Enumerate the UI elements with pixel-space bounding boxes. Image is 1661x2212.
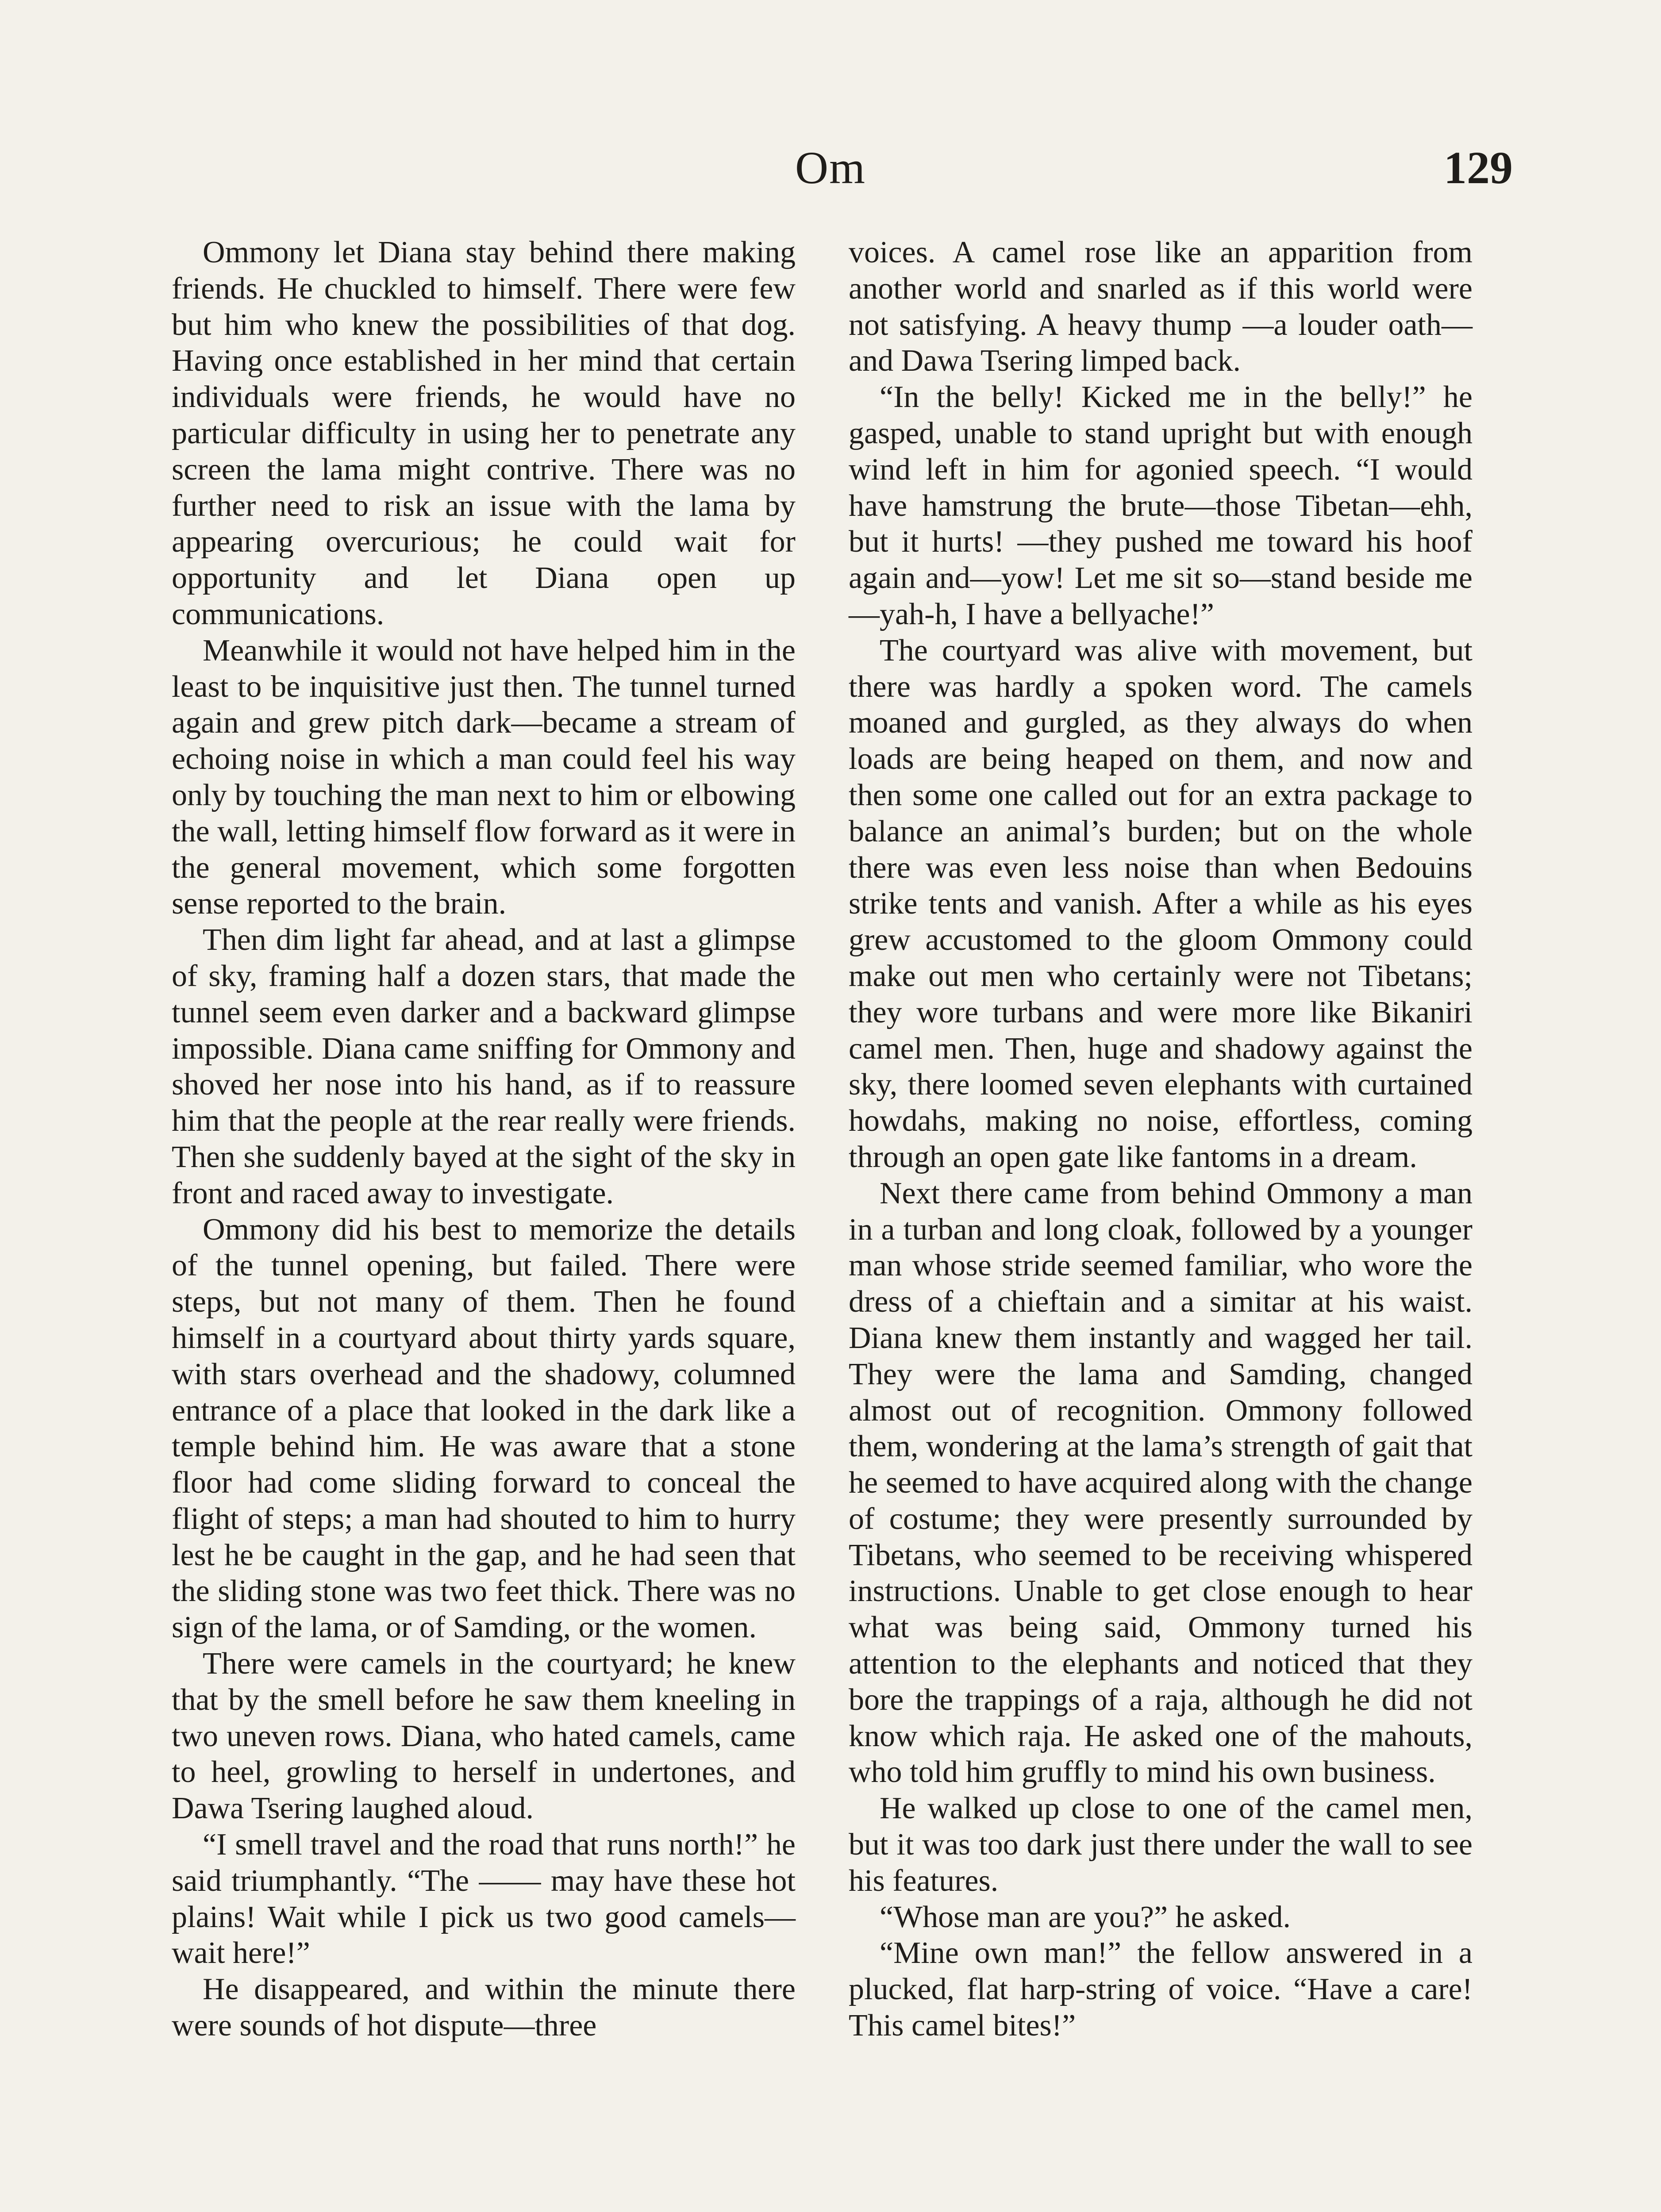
paragraph: “Mine own man!” the fellow answered in a plucked, flat harp-string of voice. “Have a care! This camel bites!” — [849, 1936, 1473, 2043]
paragraph: The courtyard was alive with movement, but there was hardly a spoken word. The camels moaned and gurgled, as they always do when loads are being heaped on them, and now and then some one called out for an extra package to balance an animal’s burden; but on the whole there was even less noise than when Bedouins strike tents and vanish. After a while as his eyes grew accustomed to the gloom Ommony could make out men who certainly were not Tibetans; they wore turbans and were more like Bikaniri camel men. Then, huge and shadowy against the sky, there loomed seven elephants with curtained howdahs, making no noise, effortless, coming through an open gate like fantoms in a dream. — [849, 633, 1473, 1174]
paragraph: Then dim light far ahead, and at last a glimpse of sky, framing half a dozen stars, that made the tunnel seem even darker and a backward glimpse impossible. Diana came sniffing for Ommony and shoved her nose into his hand, as if to reassure him that the people at the rear really were friends. Then she suddenly bayed at the sight of the sky in front and raced away to investigate. — [172, 923, 796, 1210]
page-header — [0, 142, 1661, 204]
paragraph: “Whose man are you?” he asked. — [880, 1900, 1291, 1934]
paragraph: voices. A camel rose like an apparition from another world and snarled as if this world were not satisfying. A heavy thump —a louder oath—and Dawa Tsering limped back. — [849, 235, 1473, 378]
paragraph: “In the belly! Kicked me in the belly!” he gasped, unable to stand upright but with enough wind left in him for agonied speech. “I would have hamstrung the brute—those Tibetan—ehh, but it hurts! —they pushed me toward his hoof again and—yow! Let me sit so—stand beside me—yah-h, I have a bellyache!” — [849, 380, 1473, 631]
paragraph: Meanwhile it would not have helped him in the least to be inquisitive just then. The tunnel turned again and grew pitch dark—became a stream of echoing noise in which a man could feel his way only by touching the man next to him or elbowing the wall, letting himself flow forward as it were in the general movement, which some forgotten sense reported to the brain. — [172, 633, 796, 921]
paragraph: He disappeared, and within the minute there were sounds of hot dispute—three — [172, 1972, 796, 2043]
paragraph: He walked up close to one of the camel men, but it was too dark just there under the wall to see his features. — [849, 1791, 1473, 1898]
paragraph: Next there came from behind Ommony a man in a turban and long cloak, followed by a younger man whose stride seemed familiar, who wore the dress of a chieftain and a simitar at his waist. Diana knew them instantly and wagged her tail. They were the lama and Samding, changed almost out of recognition. Ommony followed them, wondering at the lama’s strength of gait that he seemed to have acquired along with the change of costume; they were presently surrounded by Tibetans, who seemed to be receiving whispered instructions. Unable to get close enough to hear what was being said, Ommony turned his attention to the elephants and noticed that they bore the trappings of a raja, although he did not know which raja. He asked one of the mahouts, who told him gruffly to mind his own business. — [849, 1176, 1473, 1790]
left-column — [172, 234, 796, 2044]
paragraph: There were camels in the courtyard; he knew that by the smell before he saw them kneeling in two uneven rows. Diana, who hated camels, came to heel, growling to herself in undertones, and Dawa Tsering laughed aloud. — [172, 1647, 796, 1826]
paragraph: Ommony did his best to memorize the details of the tunnel opening, but failed. There were steps, but not many of them. Then he found himself in a courtyard about thirty yards square, with stars overhead and the shadowy, columned entrance of a place that looked in the dark like a temple behind him. He was aware that a stone floor had come sliding forward to conceal the flight of steps; a man had shouted to him to hurry lest he be caught in the gap, and he had seen that the sliding stone was two feet thick. There was no sign of the lama, or of Samding, or the women. — [172, 1212, 796, 1645]
right-column — [849, 234, 1473, 2044]
page-number: 129 — [1444, 142, 1513, 193]
paragraph: Ommony let Diana stay behind there making friends. He chuckled to himself. There were few but him who knew the possibilities of that dog. Having once established in her mind that certain individuals were friends, he would have no particular difficulty in using her to penetrate any screen the lama might contrive. There was no further need to risk an issue with the lama by appearing overcurious; he could wait for opportunity and let Diana open up communications. — [172, 235, 796, 631]
paragraph: “I smell travel and the road that runs north!” he said triumphantly. “The —— may have these hot plains! Wait while I pick us two good camels—wait here!” — [172, 1828, 796, 1970]
running-title: Om — [795, 142, 866, 193]
